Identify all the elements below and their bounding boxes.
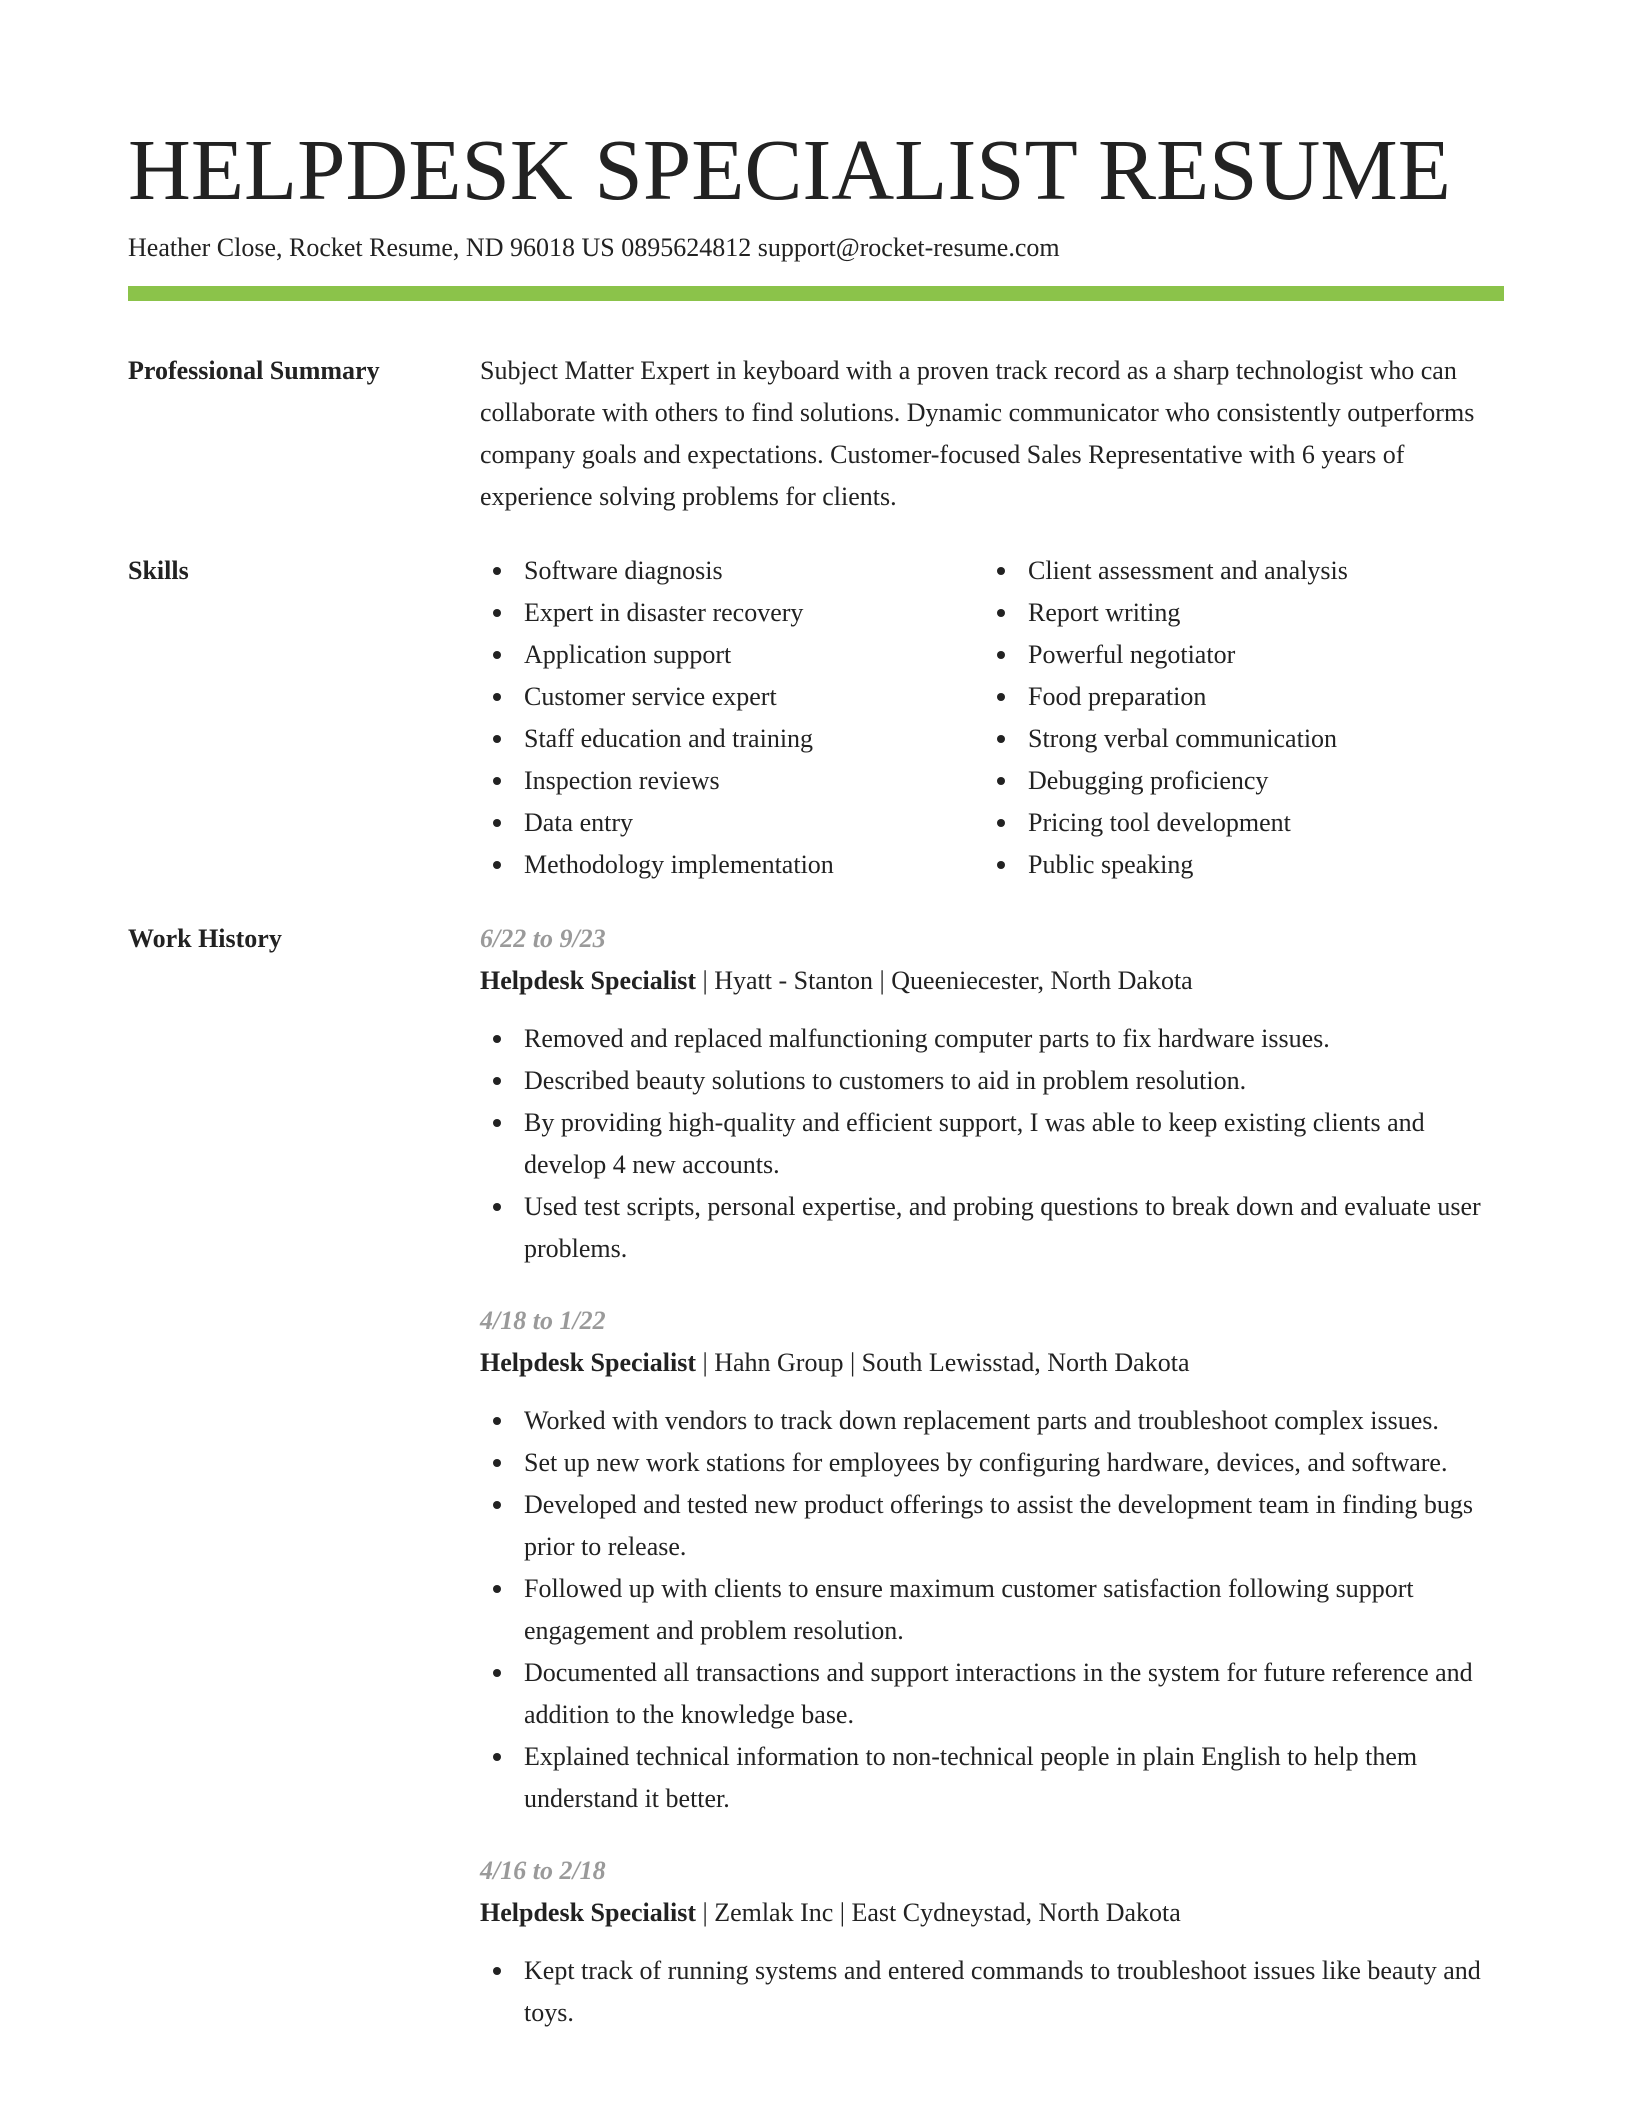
job-bullets (480, 1950, 1504, 2034)
skill-item: Expert in disaster recovery (480, 592, 984, 634)
job-details: | Zemlak Inc | East Cydneystad, North Dakota (695, 1898, 1181, 1927)
skill-item: Pricing tool development (984, 802, 1504, 844)
job-dates: 6/22 to 9/23 (480, 924, 606, 953)
job-bullets (480, 1018, 1504, 1270)
skills-list-left (480, 550, 984, 886)
job-bullet: Developed and tested new product offerings to assist the development team in finding bugs prior to release. (480, 1484, 1504, 1568)
job-bullets (480, 1400, 1504, 1820)
contact-line: Heather Close, Rocket Resume, ND 96018 US 0895624812 support@rocket-resume.com (128, 233, 1060, 262)
job-dates: 4/18 to 1/22 (480, 1306, 606, 1335)
job-details: | Hyatt - Stanton | Queeniecester, North Dakota (695, 966, 1193, 995)
skill-item: Customer service expert (480, 676, 984, 718)
job-heading (480, 1342, 1504, 1384)
job-title: Helpdesk Specialist (480, 966, 696, 995)
job-entry (480, 1850, 1504, 2034)
summary-section (480, 350, 1504, 518)
job-dates: 4/16 to 2/18 (480, 1856, 606, 1885)
skill-item: Food preparation (984, 676, 1504, 718)
job-bullet: Used test scripts, personal expertise, and probing questions to break down and evaluate user problems. (480, 1186, 1504, 1270)
skill-item: Strong verbal communication (984, 718, 1504, 760)
job-bullet: Explained technical information to non-technical people in plain English to help them understand it better. (480, 1736, 1504, 1820)
summary-text: Subject Matter Expert in keyboard with a proven track record as a sharp technologist who can collaborate with others to find solutions. Dynamic communicator who consistently outperforms company goals and expectations. Customer-focused Sales Representative with 6 years of experience solving problems for clients. (480, 356, 1475, 511)
skill-item: Application support (480, 634, 984, 676)
skill-item: Methodology implementation (480, 844, 984, 886)
job-bullet: Documented all transactions and support interactions in the system for future reference and addition to the knowledge base. (480, 1652, 1504, 1736)
skill-item: Inspection reviews (480, 760, 984, 802)
job-bullet: Kept track of running systems and entered commands to troubleshoot issues like beauty and toys. (480, 1950, 1504, 2034)
skills-list-right (984, 550, 1504, 886)
header-divider (128, 286, 1504, 301)
job-entry (480, 1300, 1504, 1820)
skill-item: Public speaking (984, 844, 1504, 886)
skill-item: Debugging proficiency (984, 760, 1504, 802)
job-bullet: By providing high-quality and efficient support, I was able to keep existing clients and develop 4 new accounts. (480, 1102, 1504, 1186)
resume-title: HELPDESK SPECIALIST RESUME (128, 121, 1451, 218)
skills-columns (480, 550, 1504, 886)
skills-label: Skills (128, 556, 189, 585)
job-title: Helpdesk Specialist (480, 1348, 696, 1377)
skill-item: Staff education and training (480, 718, 984, 760)
skill-item: Data entry (480, 802, 984, 844)
skill-item: Report writing (984, 592, 1504, 634)
job-details: | Hahn Group | South Lewisstad, North Dakota (695, 1348, 1190, 1377)
skill-item: Powerful negotiator (984, 634, 1504, 676)
work-history-section (480, 918, 1504, 2064)
work-history-label: Work History (128, 924, 282, 953)
job-heading (480, 960, 1504, 1002)
job-entry (480, 918, 1504, 1270)
job-bullet: Set up new work stations for employees by configuring hardware, devices, and software. (480, 1442, 1504, 1484)
job-heading (480, 1892, 1504, 1934)
job-bullet: Removed and replaced malfunctioning computer parts to fix hardware issues. (480, 1018, 1504, 1060)
job-bullet: Worked with vendors to track down replacement parts and troubleshoot complex issues. (480, 1400, 1504, 1442)
skill-item: Software diagnosis (480, 550, 984, 592)
job-bullet: Followed up with clients to ensure maximum customer satisfaction following support engagement and problem resolution. (480, 1568, 1504, 1652)
job-bullet: Described beauty solutions to customers to aid in problem resolution. (480, 1060, 1504, 1102)
skills-section (480, 550, 1504, 886)
skill-item: Client assessment and analysis (984, 550, 1504, 592)
job-title: Helpdesk Specialist (480, 1898, 696, 1927)
summary-label: Professional Summary (128, 356, 380, 385)
